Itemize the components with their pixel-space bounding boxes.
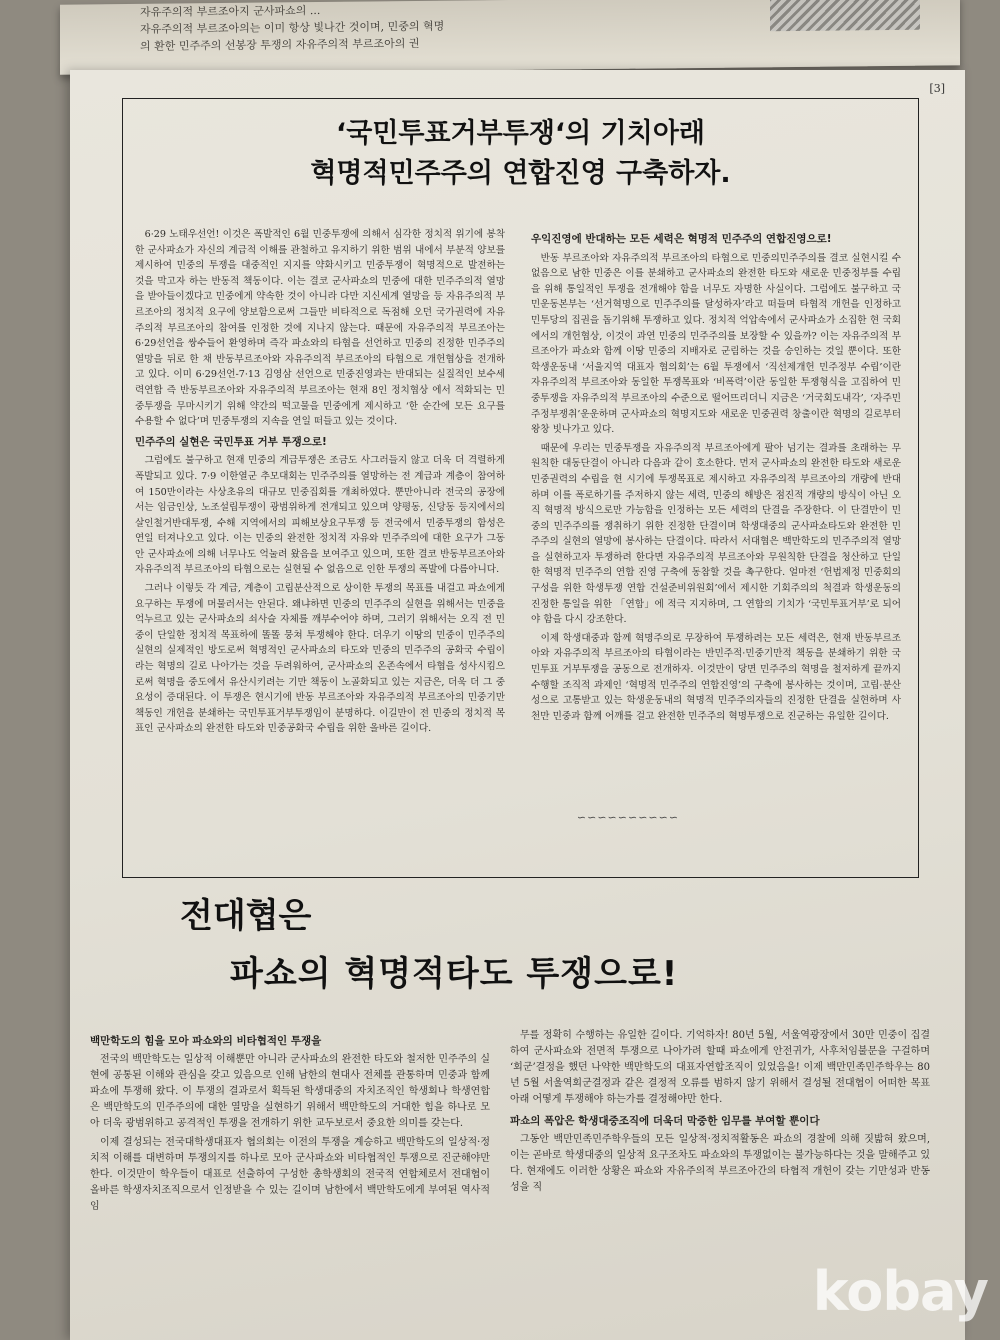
framed-article — [122, 98, 919, 878]
second-article-left-column — [90, 1028, 490, 1218]
subheading: 민주주의 실현은 국민투표 거부 투쟁으로! — [135, 435, 327, 448]
subheading: 백만학도의 힘을 모아 파쇼와의 비타협적인 투쟁을 — [90, 1035, 322, 1047]
paragraph: 무를 정확히 수행하는 유일한 길이다. 기억하자! 80년 5월, 서울역광장에서 30만 민중이 집결하여 군사파쇼와 전면적 투쟁으로 나아가려 할때 파쇼에게 안전귀가, 사후처임불문을 구걸하며 ‘회군’결정을 했던 나약한 백만학도의 대표자연합조직이 있었음을! 이제 백만민족민주학우는 80년 5월 서울역회군결정과 같은 결정적 오류를 범하지 않기 위해서 결성될 전대협이 어떠한 목표아래 어떻게 투쟁해야 하는가를 결정해야만 한다. — [510, 1030, 930, 1105]
paragraph: 이제 학생대중과 함께 혁명주의로 무장하여 투쟁하려는 모든 세력은, 현재 반동부르조아와 자유주의적 부르조아의 타협이라는 반민주적·민중기만적 책동을 분쇄하기 위한 국민투표 거부투쟁을 공동으로 전개하자. 이것만이 당면 민주주의 혁명을 철저하게 끝까지 수행할 조직적 과제인 ‘혁명적 민주주의 연합진영’의 구축에 봉사하는 것이며, 고립·분산성으로 고통받고 있는 학생운동내의 혁명적 민주주의자들의 진정한 단결을 실현하며 사천만 민중과 함께 어깨를 걸고 완전한 민주주의 혁명투쟁으로 진군하는 유일한 길이다. — [531, 632, 901, 722]
subheading: 우익진영에 반대하는 모든 세력은 혁명적 민주주의 연합진영으로! — [531, 233, 832, 245]
newspaper-page — [70, 70, 965, 1340]
page-number: [3] — [929, 82, 945, 95]
top-sheet-illustration — [770, 0, 920, 31]
top-sheet-line: 자유주의적 부르조아의는 이미 항상 빛나간 것이며, 민중의 혁명 — [140, 19, 445, 36]
paragraph: 때문에 우리는 민중투쟁을 자유주의적 부르조아에게 팔아 넘기는 결과를 초래하는 무원칙한 대동단결이 아니라 다음과 같이 호소한다. 먼저 군사파쇼의 완전한 타도와 새로운 민중권력의 수립을 현 시기에 투쟁목표로 제시하고 자유주의적 부르조아의 개량에 반대하며 이를 폭로하기를 주저하지 않는 세력, 민중의 해방은 점진적 개량의 방식이 아닌 오직 혁명적 방식으로만 가능함을 인정하는 모든 세력의 단결을 주장한다. 이 단결만이 민중의 민주주의를 쟁취하기 위한 진정한 단결이며 학생대중의 군사파쇼타도와 완전한 민주주의 실현의 열망에 봉사하는 단결이다. 따라서 서대협은 백만학도의 민주주의적 열망을 실현하고자 투쟁하려 한다면 자유주의적 부르조아와 무원칙한 단결을 청산하고 단일한 혁명적 민주주의 연합 진영 구축에 동참할 것을 촉구한다. 얼마전 ‘헌법제정 민중회의 구성을 위한 학생투쟁 연합 건설준비위원회’에서 제시한 기회주의의 척결과 학생운동의 진정한 통일을 위한 「연합」에 적극 지지하며, 그 연합의 기치가 ‘국민투표거부’로 되어야 함을 다시 강조한다. — [531, 442, 901, 626]
article-title-line2: 혁명적민주주의 연합진영 구축하자. — [310, 158, 731, 189]
article-left-column — [135, 227, 505, 740]
second-headline-line2: 파쇼의 혁명적타도 투쟁으로! — [230, 954, 679, 994]
top-sheet-previous-page — [60, 0, 960, 75]
ornament-divider: ∽∽∽∽∽∽∽∽∽∽ — [576, 811, 680, 824]
paragraph: 전국의 백만학도는 일상적 이해뿐만 아니라 군사파쇼의 완전한 타도와 철저한 민주주의 실현에 공통된 이해와 관심을 갖고 있음으로 인해 남한의 현대사 전체를 관통하며 민중과 함께 파쇼에 투쟁해 왔다. 이 투쟁의 결과로서 획득된 학생대중의 자치조직인 학생회나 학생연합은 백만학도의 민주주의에 대한 열망을 실현하기 위해서 백만학도의 거대한 힘을 하나로 모아 더욱 광범위하고 공격적인 투쟁을 전개하기 위한 교두보로서 중요한 의미를 갖는다. — [90, 1054, 490, 1129]
watermark-logo: kobay — [812, 1260, 988, 1323]
paragraph: 6·29 노태우선언! 이것은 폭발적인 6월 민중투쟁에 의해서 심각한 정치적 위기에 봉착한 군사파쇼가 자신의 계급적 이해를 관철하고 유지하기 위한 범위 내에서 부분적 양보를 제시하여 민중의 투쟁을 대중적인 지지를 약화시키고 민중투쟁이 혁명적으로 발전하는 것을 막고자 하는 반동적 책동이다. 이는 결코 군사파쇼의 민중에 대한 민주주의적 열망을 받아들이겠다고 민중에게 약속한 것이 아니라 다만 지신세계 열망을 등 자유주의적 부르조아의 정치적 요구에 양보함으로써 그들만 비타적으로 독점해 오던 국가권력에 자유주의적 부르조아의 참여를 인정한 것에 지나지 않는다. 때문에 자유주의적 부르조아는 6·29선언을 쌍수들어 환영하며 즉각 파쇼와의 타협을 선언하고 민중의 진정한 민주주의 열망을 뒤로 한 채 반동부르조아와 자유주의적 부르조아의 타협으로 개헌협상을 전개하고 있다. 이미 6·29선언-7·13 김영삼 선언으로 민중진영과는 반대되는 실질적인 보수세력연합 즉 반동부르조아와 자유주의적 부르조아는 현재 8인 정치협상 에서 적화되는 민중투쟁을 무마시키기 위해 약간의 떡고물을 민중에게 제시하고 ‘한 순간에 모든 요구를 수용할 수 없다’며 민중투쟁의 지속을 연일 떠들고 있는 것이다. — [135, 229, 505, 428]
article-right-column — [531, 227, 901, 727]
paragraph: 그동안 백만민족민주학우들의 모든 일상적·정치적활동은 파쇼의 경찰에 의해 짓밟혀 왔으며, 이는 곧바로 학생대중의 일상적 요구조차도 파쇼와의 투쟁없이는 불가능하다는 것을 말해주고 있다. 현재에도 이러한 상황은 파쇼와 자유주의적 부르조아간의 타협적 개헌이 갖는 기만성과 반동성을 직 — [510, 1134, 930, 1193]
top-sheet-line: 의 환한 민주주의 선봉장 투쟁의 자유주의적 부르조아의 권 — [140, 36, 420, 53]
second-headline-line1: 전대협은 — [180, 896, 312, 936]
paragraph: 이제 결성되는 전국대학생대표자 협의회는 이전의 투쟁을 계승하고 백만학도의 일상적·정치적 이해를 대변하며 투쟁의지를 하나로 모아 군사파쇼와 비타협적인 투쟁으로 진군해야만 한다. 이것만이 학우들이 대표로 선출하여 구성한 총학생회의 전국적 연합체로서 전대협이 올바른 학생자치조직으로서 인정받을 수 있는 길이며 남한에서 백만학도에게 부여된 역사적 임 — [90, 1137, 490, 1212]
article-title-line1: ‘국민투표거부투쟁‘의 기치아래 — [336, 118, 705, 149]
paragraph: 그럼에도 불구하고 현재 민중의 계급투쟁은 조금도 사그러들지 않고 더욱 더 격렬하게 폭발되고 있다. 7·9 이한열군 추모대회는 민주주의를 열망하는 전 계급과 계층이 참여하여 150만이라는 사상초유의 대규모 민중집회를 개최하였다. 뿐만아니라 전국의 공장에서는 임금인상, 노조설립투쟁이 광범위하게 전개되고 있으며 양평동, 신당동 등지에서의 살인철거반대투쟁, 수해 지역에서의 피해보상요구투쟁 등 전국에서 민중투쟁의 함성은 연일 터져나오고 있다. 이는 민중의 완전한 정치적 자유와 민주주의에 대한 요구가 그동안 군사파쇼에 의해 너무나도 억눌려 왔음을 보여주고 있으며, 또한 결코 반동부르조아와 자유주의적 부르조아의 타협으로는 실현될 수 없음으로 인한 투쟁의 폭발에 다름아니다. — [135, 455, 505, 576]
paragraph: 그러나 이렇듯 각 계급, 계층이 고립분산적으로 상이한 투쟁의 목표를 내걸고 파쇼에게 요구하는 투쟁에 머물러서는 안된다. 왜냐하면 민중의 민주주의 실현을 위해서는 민중을 억누르고 있는 군사파쇼의 쇠사슬 자체를 깨부수어야 하며, 그러기 위해서는 오직 전 민중이 단일한 정치적 목표하에 똘똘 뭉쳐 투쟁해야 한다. 더우기 이땅의 민중이 민주주의 실현의 실제적인 방도로써 혁명적인 군사파쇼의 타도와 민중의 민주주의 공화국 수립이라는 혁명의 길로 나아가는 것을 두려워하여, 군사파쇼의 온존속에서 타협을 성사시킴으로써 혁명을 중도에서 유산시키려는 기만 책동이 노골화되고 있는 지금은, 더욱 더 그 중요성이 증대된다. 이 투쟁은 현시기에 반동 부르조아와 자유주의적 부르조아의 민중기만 책동인 개헌을 분쇄하는 국민투표거부투쟁임이 분명하다. 이길만이 전 민중의 정치적 목표인 군사파쇼의 완전한 타도와 민중공화국 수립을 위한 올바른 길이다. — [135, 583, 505, 735]
subheading: 파쇼의 폭압은 학생대중조직에 더욱더 막중한 임무를 부여할 뿐이다 — [510, 1115, 820, 1127]
second-article-right-column — [510, 1028, 930, 1199]
paragraph: 반동 부르조아와 자유주의적 부르조아의 타협으로 민중의민주주의를 결코 실현시킬 수 없음으로 남한 민중은 이를 분쇄하고 군사파쇼의 완전한 타도와 새로운 민중정부를 수립을 위해 통일적인 투쟁을 전개해야 함을 너무도 자명한 사실이다. 그럼에도 불구하고 국민운동본부는 ‘선거혁명으로 민주주의를 달성하자’라고 떠들며 타협적 개헌을 인정하고 민투당의 집권을 돕기위해 투쟁하고 있다. 정치적 억압속에서 군사파쇼가 소집한 현 국회에서의 개헌협상, 이것이 과연 민중의 민주주의를 보장할 수 있을까? 이는 자유주의적 부르조아가 파쇼와 함께 이땅 민중의 지배자로 군림하는 것을 승인하는 것일 뿐이다. 또한 학생운동내 ‘서울지역 대표자 협의회’는 6월 투쟁에서 ‘직선제개헌 민주정부 수립’이란 자유주의적 부르조아와 동일한 투쟁목표와 ‘비폭력’이란 동일한 투쟁형식을 고집하여 민중투쟁을 자유주의적 부르조아의 수준으로 떨어뜨리더니 지금은 ‘거국회도내각’, ‘자주민주정부쟁취’운운하며 군사파쇼의 혁명지도와 새로운 민중권력 창출이란 혁명의 길로부터 왕창 빗나가고 있다. — [531, 252, 901, 436]
top-sheet-line: 자유주의적 부르조아지 군사파쇼의 ... — [140, 3, 321, 19]
